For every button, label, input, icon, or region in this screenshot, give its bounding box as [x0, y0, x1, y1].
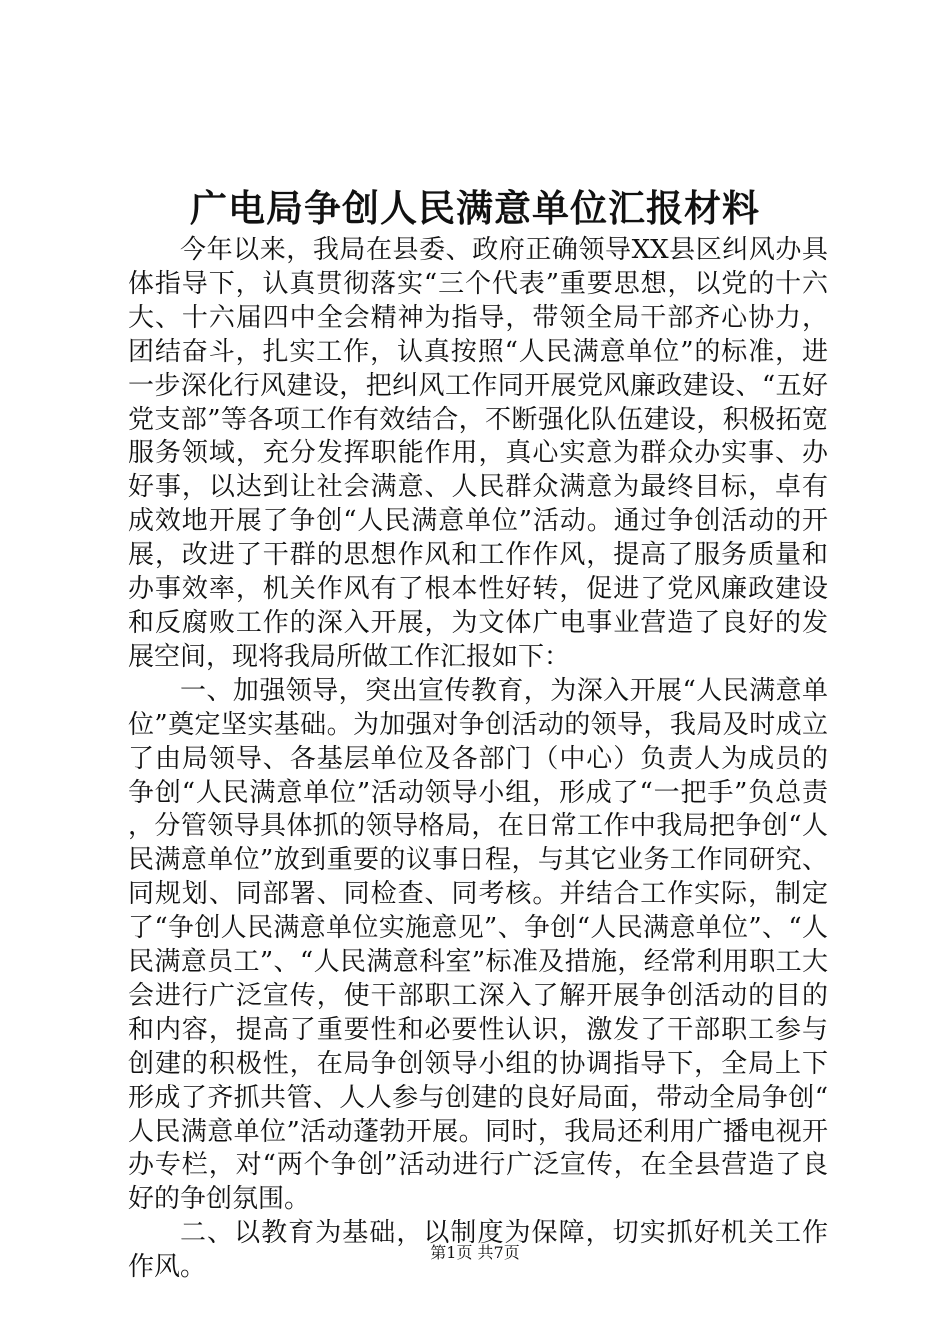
paragraph-intro: 今年以来，我局在县委、政府正确领导XX县区纠风办具体指导下，认真贯彻落实“三个代表”重要思想，以党的十六大、十六届四中全会精神为指导，带领全局干部齐心协力，团结奋斗，扎实工作，认真按照“人民满意单位”的标准，进一步深化行风建设，把纠风工作同开展党风廉政建设、“五好党支部”等各项工作有效结合，不断强化队伍建设，积极拓宽服务领域，充分发挥职能作用，真心实意为群众办实事、办好事，以达到让社会满意、人民群众满意为最终目标，卓有成效地开展了争创“人民满意单位”活动。通过争创活动的开展，改进了干群的思想作风和工作作风，提高了服务质量和办事效率，机关作风有了根本性好转，促进了党风廉政建设和反腐败工作的深入开展，为文体广电事业营造了良好的发展空间，现将我局所做工作汇报如下：	[128, 235, 828, 672]
document-body	[128, 234, 828, 1285]
page-number-footer: 第1页 共7页	[430, 1243, 520, 1262]
paragraph-section-one: 一、加强领导，突出宣传教育，为深入开展“人民满意单位”奠定坚实基础。为加强对争创活动的领导，我局及时成立了由局领导、各基层单位及各部门（中心）负责人为成员的争创“人民满意单位”活动领导小组，形成了“一把手”负总责，分管领导具体抓的领导格局，在日常工作中我局把争创“人民满意单位”放到重要的议事日程，与其它业务工作同研究、同规划、同部署、同检查、同考核。并结合工作实际，制定了“争创人民满意单位实施意见”、争创“人民满意单位”、“人民满意员工”、“人民满意科室”标准及措施，经常利用职工大会进行广泛宣传，使干部职工深入了解开展争创活动的目的和内容，提高了重要性和必要性认识，激发了干部职工参与创建的积极性，在局争创领导小组的协调指导下，全局上下形成了齐抓共管、人人参与创建的良好局面，带动全局争创“人民满意单位”活动蓬勃开展。同时，我局还利用广播电视开办专栏，对“两个争创”活动进行广泛宣传，在全县营造了良好的争创氛围。	[128, 675, 828, 1215]
paragraph-section-two: 二、以教育为基础，以制度为保障，切实抓好机关工作作风。	[128, 1218, 828, 1283]
document-title: 广电局争创人民满意单位汇报材料	[190, 186, 760, 230]
